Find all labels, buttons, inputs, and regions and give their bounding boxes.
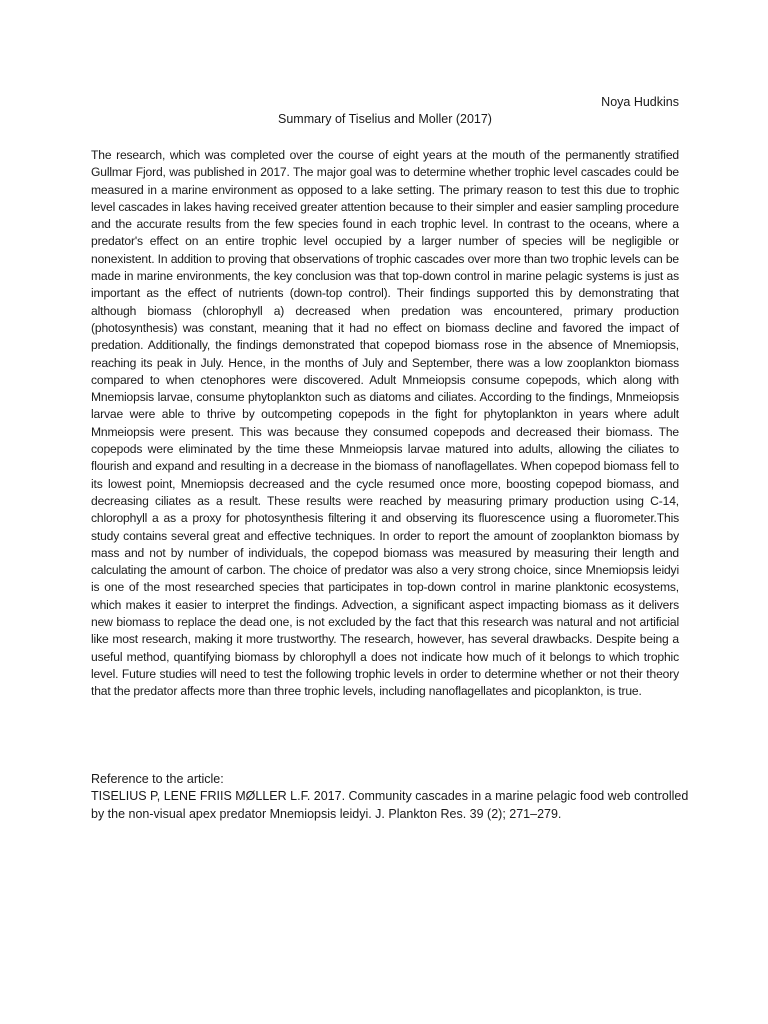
reference-section	[91, 771, 691, 823]
reference-heading: Reference to the article:	[91, 772, 224, 786]
reference-citation-line-2: by the non-visual apex predator Mnemiopsis leidyi. J. Plankton Res. 39 (2); 271–279.	[91, 806, 562, 821]
summary-paragraph: The research, which was completed over the course of eight years at the mouth of the permanently stratified Gullmar Fjord, was published in 2017. The major goal was to determine whether trophic level cascades could be measured in a marine environment as opposed to a lake setting. The primary reason to test this due to trophic level cascades in lakes having received greater attention because to their simpler and easier sampling procedure and the accurate results from the few species found in each trophic level. In contrast to the oceans, where a predator's effect on an entire trophic level occupied by a larger number of species will be negligible or nonexistent. In addition to proving that observations of trophic cascades over more than two trophic levels can be made in marine environments, the key conclusion was that top-down control in marine pelagic systems is just as important as the effect of nutrients (down-top control). Their findings supported this by demonstrating that although biomass (chlorophyll a) decreased when predation was encountered, primary production (photosynthesis) was constant, meaning that it had no effect on biomass decline and favored the impact of predation. Additionally, the findings demonstrated that copepod biomass rose in the absence of Mnemiopsis, reaching its peak in July. Hence, in the months of July and September, there was a low zooplankton biomass compared to when ctenophores were discovered. Adult Mnmeiopsis consume copepods, which along with Mnemiopsis larvae, consume phytoplankton such as diatoms and ciliates. According to the findings, Mnmeiopsis larvae were able to thrive by outcompeting copepods in the fight for phytoplankton in years where adult Mnmeiopsis were present. This was because they consumed copepods and decreased their biomass. The copepods were eliminated by the time these Mnmeiopsis larvae matured into adults, allowing the ciliates to flourish and expand and resulting in a decrease in the biomass of nanoflagellates. When copepod biomass fell to its lowest point, Mnemiopsis decreased and the cycle resumed once more, boosting copepod biomass, and decreasing ciliates as a result. These results were reached by measuring primary production using C-14, chlorophyll a as a proxy for photosynthesis filtering it and observing its fluorescence using a fluorometer.This study contains several great and effective techniques. In order to report the amount of zooplankton biomass by mass and not by number of individuals, the copepod biomass was measured by measuring their length and calculating the amount of carbon. The choice of predator was also a very strong choice, since Mnemiopsis leidyi is one of the most researched species that participates in top-down control in marine planktonic ecosystems, which makes it easier to interpret the findings. Advection, a significant aspect impacting biomass as it delivers new biomass to replace the dead one, is not excluded by the fact that this research was natural and not artificial like most research, making it more trustworthy. The research, however, has several drawbacks. Despite being a useful method, quantifying biomass by chlorophyll a does not indicate how much of it belongs to which trophic level. Future studies will need to test the following trophic levels in order to determine whether or not their theory that the predator affects more than three trophic levels, including nanoflagellates and picoplankton, is true.	[91, 148, 679, 699]
reference-citation-line-1: TISELIUS P, LENE FRIIS MØLLER L.F. 2017. Community cascades in a marine pelagic food web controlled	[91, 789, 689, 804]
document-title: Summary of Tiselius and Moller (2017)	[278, 112, 492, 126]
author-name: Noya Hudkins	[601, 95, 679, 109]
